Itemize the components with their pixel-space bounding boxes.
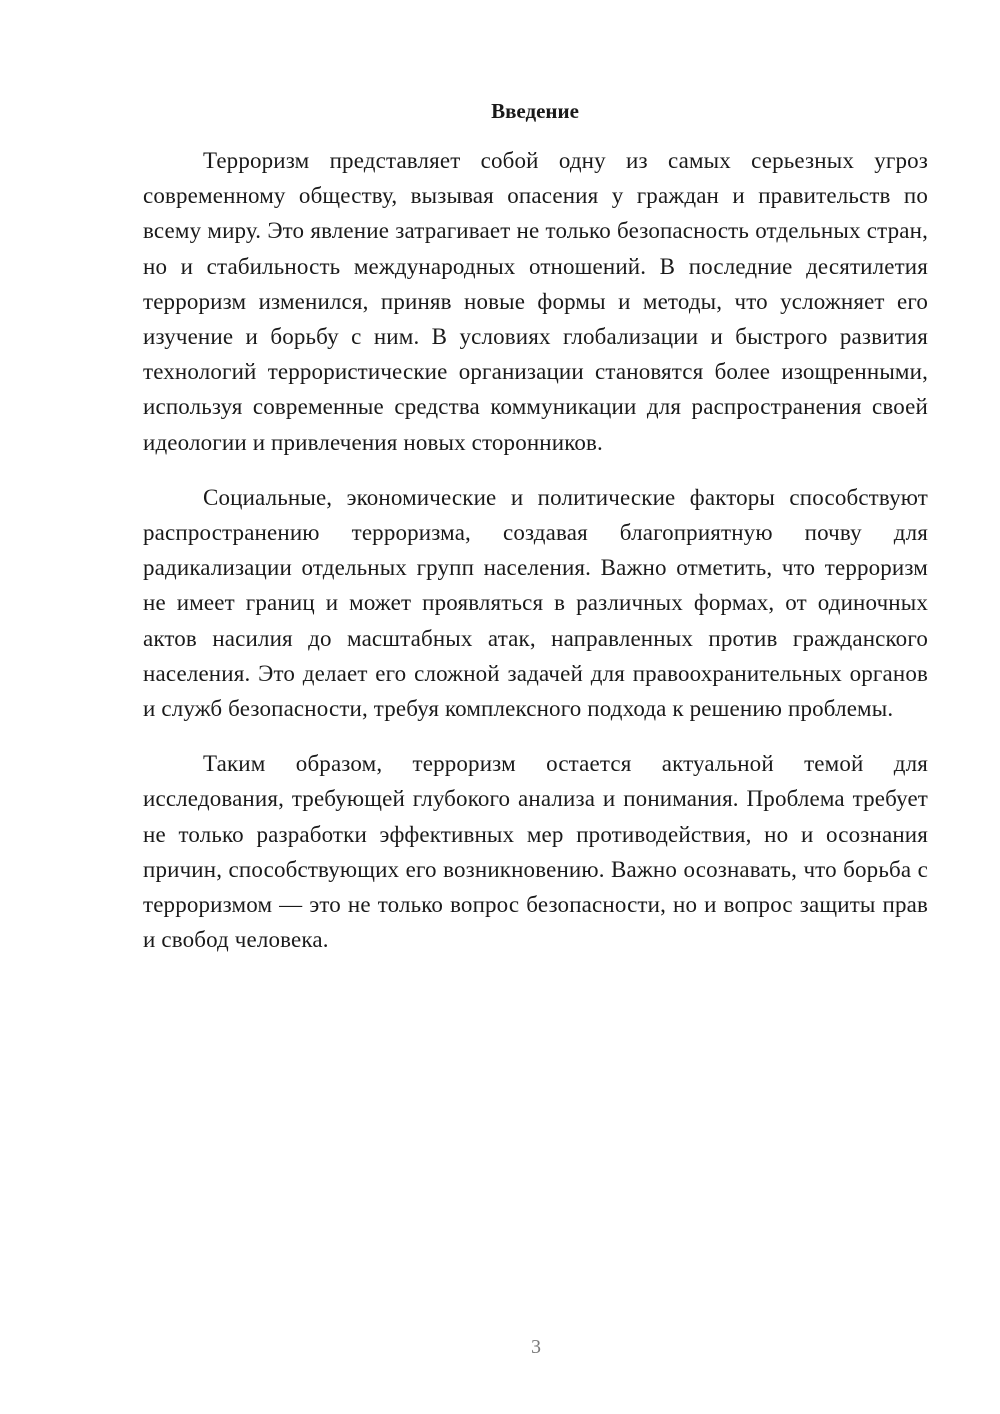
paragraph-3: Таким образом, терроризм остается актуальной темой для исследования, требующей глубокого анализа и понимания. Проблема требует не только разработки эффективных мер противодействия, но и осознания причин, способствующих его возникновению. Важно осознавать, что борьба с терроризмом — это не только вопрос безопасности, но и вопрос защиты прав и свобод человека. — [143, 751, 928, 953]
paragraph-1: Терроризм представляет собой одну из самых серьезных угроз современному обществу, вызывая опасения у граждан и правительств по всему миру. Это явление затрагивает не только безопасность отдельных стран, но и стабильность международных отношений. В последние десятилетия терроризм изменился, приняв новые формы и методы, что усложняет его изучение и борьбу с ним. В условиях глобализации и быстрого развития технологий террористические организации становятся более изощренными, используя современные средства коммуникации для распространения своей идеологии и привлечения новых сторонников. — [143, 148, 928, 455]
body-text — [143, 143, 928, 957]
section-heading: Введение — [491, 99, 579, 123]
paragraph-2: Социальные, экономические и политические факторы способствуют распространению терроризма, создавая благоприятную почву для радикализации отдельных групп населения. Важно отметить, что терроризм не имеет границ и может проявляться в различных формах, от одиночных актов насилия до масштабных атак, направленных против гражданского населения. Это делает его сложной задачей для правоохранительных органов и служб безопасности, требуя комплексного подхода к решению проблемы. — [143, 484, 928, 722]
page-number: 3 — [531, 1336, 541, 1358]
